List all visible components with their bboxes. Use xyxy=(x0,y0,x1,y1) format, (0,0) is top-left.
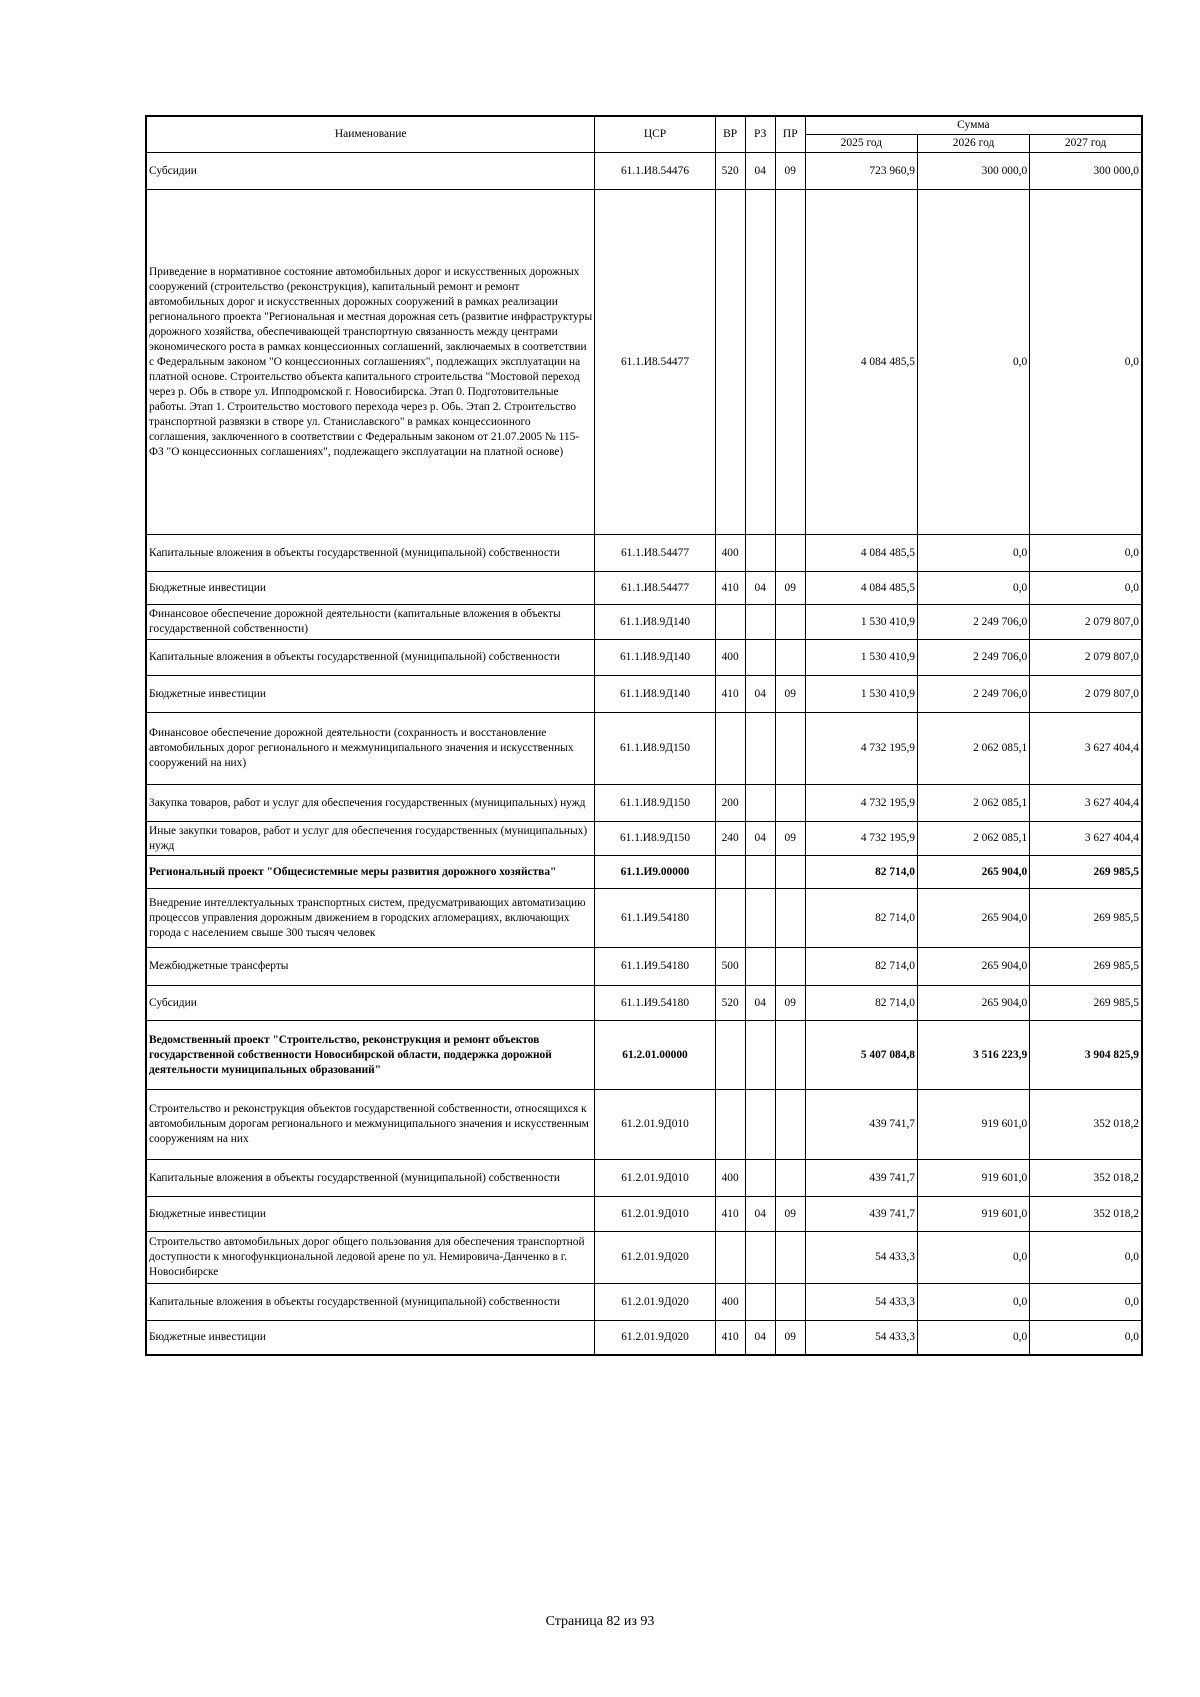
row-pr: 09 xyxy=(775,986,805,1021)
row-vr: 410 xyxy=(715,572,745,605)
table-row xyxy=(146,572,1142,605)
row-vr: 400 xyxy=(715,535,745,572)
table-row xyxy=(146,605,1142,640)
table-row xyxy=(146,713,1142,785)
row-vr xyxy=(715,190,745,535)
table-row xyxy=(146,535,1142,572)
row-pr xyxy=(775,605,805,640)
row-value-2026: 2 062 085,1 xyxy=(917,713,1029,785)
row-vr: 400 xyxy=(715,640,745,676)
row-csr: 61.2.01.9Д020 xyxy=(595,1232,715,1284)
row-rz xyxy=(745,713,775,785)
row-value-2025: 82 714,0 xyxy=(805,948,917,986)
row-value-2025: 1 530 410,9 xyxy=(805,605,917,640)
row-rz xyxy=(745,535,775,572)
row-vr: 200 xyxy=(715,785,745,822)
budget-table xyxy=(145,115,1143,1356)
row-rz xyxy=(745,1021,775,1090)
row-pr xyxy=(775,785,805,822)
row-pr xyxy=(775,948,805,986)
row-value-2026: 0,0 xyxy=(917,1284,1029,1321)
row-rz xyxy=(745,785,775,822)
row-vr xyxy=(715,856,745,889)
header-year-2027: 2027 год xyxy=(1030,135,1142,153)
table-row xyxy=(146,822,1142,856)
header-year-2025: 2025 год xyxy=(805,135,917,153)
row-value-2027: 0,0 xyxy=(1030,572,1142,605)
row-name: Капитальные вложения в объекты государственной (муниципальной) собственности xyxy=(146,640,595,676)
row-rz xyxy=(745,1284,775,1321)
row-rz xyxy=(745,1090,775,1160)
row-rz xyxy=(745,1160,775,1197)
row-value-2026: 2 249 706,0 xyxy=(917,605,1029,640)
row-value-2026: 919 601,0 xyxy=(917,1090,1029,1160)
row-csr: 61.1.И8.9Д150 xyxy=(595,785,715,822)
table-row xyxy=(146,1284,1142,1321)
row-csr: 61.1.И8.54477 xyxy=(595,535,715,572)
row-value-2026: 300 000,0 xyxy=(917,153,1029,190)
row-value-2025: 54 433,3 xyxy=(805,1232,917,1284)
row-pr: 09 xyxy=(775,1197,805,1232)
row-rz: 04 xyxy=(745,986,775,1021)
row-csr: 61.1.И9.54180 xyxy=(595,986,715,1021)
row-csr: 61.2.01.9Д010 xyxy=(595,1197,715,1232)
header-name: Наименование xyxy=(146,116,595,153)
page-number: Страница 82 из 93 xyxy=(545,1614,655,1629)
row-value-2027: 3 627 404,4 xyxy=(1030,785,1142,822)
row-value-2025: 54 433,3 xyxy=(805,1284,917,1321)
row-csr: 61.1.И8.9Д140 xyxy=(595,640,715,676)
row-value-2027: 3 904 825,9 xyxy=(1030,1021,1142,1090)
row-name: Бюджетные инвестиции xyxy=(146,1197,595,1232)
row-pr xyxy=(775,1284,805,1321)
row-name: Внедрение интеллектуальных транспортных систем, предусматривающих автоматизацию процессов управления дорожным движением в городских агломерациях, включающих города с населением свыше 300 тысяч человек xyxy=(146,889,595,948)
row-csr: 61.2.01.9Д020 xyxy=(595,1284,715,1321)
table-row xyxy=(146,856,1142,889)
row-name: Иные закупки товаров, работ и услуг для обеспечения государственных (муниципальных) нужд xyxy=(146,822,595,856)
row-value-2026: 0,0 xyxy=(917,572,1029,605)
row-csr: 61.1.И9.54180 xyxy=(595,948,715,986)
row-rz xyxy=(745,1232,775,1284)
row-value-2027: 0,0 xyxy=(1030,1232,1142,1284)
row-value-2026: 2 062 085,1 xyxy=(917,822,1029,856)
row-rz xyxy=(745,190,775,535)
row-vr xyxy=(715,1021,745,1090)
row-value-2027: 2 079 807,0 xyxy=(1030,676,1142,713)
row-pr xyxy=(775,535,805,572)
row-value-2025: 4 084 485,5 xyxy=(805,190,917,535)
row-value-2027: 0,0 xyxy=(1030,535,1142,572)
row-vr xyxy=(715,605,745,640)
row-name: Закупка товаров, работ и услуг для обеспечения государственных (муниципальных) нужд xyxy=(146,785,595,822)
row-csr: 61.1.И8.9Д150 xyxy=(595,713,715,785)
row-value-2027: 2 079 807,0 xyxy=(1030,640,1142,676)
row-rz xyxy=(745,948,775,986)
row-name: Ведомственный проект "Строительство, реконструкция и ремонт объектов государственной собственности Новосибирской области, поддержка дорожной деятельности муниципальных образований" xyxy=(146,1021,595,1090)
row-name: Субсидии xyxy=(146,153,595,190)
row-name: Строительство и реконструкция объектов государственной собственности, относящихся к автомобильным дорогам регионального и межмуниципального значения и искусственным сооружениям на них xyxy=(146,1090,595,1160)
row-value-2026: 3 516 223,9 xyxy=(917,1021,1029,1090)
row-pr xyxy=(775,1232,805,1284)
table-row xyxy=(146,1021,1142,1090)
row-name: Межбюджетные трансферты xyxy=(146,948,595,986)
row-rz xyxy=(745,889,775,948)
row-csr: 61.1.И8.9Д140 xyxy=(595,676,715,713)
row-value-2025: 439 741,7 xyxy=(805,1197,917,1232)
row-pr xyxy=(775,1090,805,1160)
table-row xyxy=(146,889,1142,948)
row-name: Приведение в нормативное состояние автомобильных дорог и искусственных дорожных сооружений (строительство (реконструкция), капитальный ремонт и ремонт автомобильных дорог и искусственных дорожных сооружений в рамках реализации регионального проекта "Региональная и местная дорожная сеть (развитие инфраструктуры дорожного хозяйства, обеспечивающей транспортную связанность между центрами экономического роста в рамках концессионных соглашений, заключаемых в соответствии с Федеральным законом "О концессионных соглашениях", подлежащих эксплуатации на платной основе. Строительство объекта капитального строительства "Мостовой переход через р. Обь в створе ул. Ипподромской г. Новосибирска. Этап 0. Подготовительные работы. Этап 1. Строительство мостового перехода через р. Обь. Этап 2. Строительство транспортной развязки в створе ул. Станиславского" в рамках концессионного соглашения, заключенного в соответствии с Федеральным законом от 21.07.2005 № 115-ФЗ "О концессионных соглашениях", подлежащего эксплуатации на платной основе) xyxy=(146,190,595,535)
header-csr: ЦСР xyxy=(595,116,715,153)
row-csr: 61.1.И8.9Д150 xyxy=(595,822,715,856)
row-name: Капитальные вложения в объекты государственной (муниципальной) собственности xyxy=(146,1160,595,1197)
row-value-2025: 439 741,7 xyxy=(805,1090,917,1160)
row-value-2027: 269 985,5 xyxy=(1030,856,1142,889)
row-csr: 61.1.И8.54477 xyxy=(595,190,715,535)
row-vr: 400 xyxy=(715,1160,745,1197)
row-pr xyxy=(775,856,805,889)
row-value-2025: 1 530 410,9 xyxy=(805,640,917,676)
table-body xyxy=(146,153,1142,1355)
row-csr: 61.1.И8.54476 xyxy=(595,153,715,190)
row-rz xyxy=(745,605,775,640)
header-pr: ПР xyxy=(775,116,805,153)
row-value-2027: 269 985,5 xyxy=(1030,889,1142,948)
row-value-2026: 0,0 xyxy=(917,535,1029,572)
row-value-2026: 2 249 706,0 xyxy=(917,640,1029,676)
row-csr: 61.2.01.9Д020 xyxy=(595,1321,715,1355)
row-vr xyxy=(715,1232,745,1284)
row-name: Строительство автомобильных дорог общего пользования для обеспечения транспортной доступности к многофункциональной ледовой арене по ул. Немировича-Данченко в г. Новосибирске xyxy=(146,1232,595,1284)
row-pr xyxy=(775,713,805,785)
row-csr: 61.1.И8.54477 xyxy=(595,572,715,605)
table-row xyxy=(146,986,1142,1021)
row-value-2026: 265 904,0 xyxy=(917,948,1029,986)
row-value-2026: 2 249 706,0 xyxy=(917,676,1029,713)
row-csr: 61.1.И9.00000 xyxy=(595,856,715,889)
row-pr: 09 xyxy=(775,572,805,605)
table-row xyxy=(146,948,1142,986)
row-rz: 04 xyxy=(745,1321,775,1355)
row-csr: 61.1.И9.54180 xyxy=(595,889,715,948)
row-value-2026: 265 904,0 xyxy=(917,889,1029,948)
row-value-2027: 352 018,2 xyxy=(1030,1197,1142,1232)
row-vr xyxy=(715,889,745,948)
row-vr: 410 xyxy=(715,1321,745,1355)
header-year-2026: 2026 год xyxy=(917,135,1029,153)
row-csr: 61.1.И8.9Д140 xyxy=(595,605,715,640)
row-vr: 410 xyxy=(715,676,745,713)
row-pr: 09 xyxy=(775,676,805,713)
row-vr: 410 xyxy=(715,1197,745,1232)
row-value-2026: 919 601,0 xyxy=(917,1160,1029,1197)
row-pr xyxy=(775,1021,805,1090)
row-csr: 61.2.01.9Д010 xyxy=(595,1160,715,1197)
row-value-2027: 0,0 xyxy=(1030,190,1142,535)
row-name: Субсидии xyxy=(146,986,595,1021)
row-value-2027: 352 018,2 xyxy=(1030,1160,1142,1197)
row-vr xyxy=(715,713,745,785)
table-row xyxy=(146,1232,1142,1284)
row-value-2025: 54 433,3 xyxy=(805,1321,917,1355)
row-value-2025: 4 732 195,9 xyxy=(805,822,917,856)
row-value-2026: 919 601,0 xyxy=(917,1197,1029,1232)
row-rz: 04 xyxy=(745,822,775,856)
row-value-2025: 439 741,7 xyxy=(805,1160,917,1197)
row-vr: 500 xyxy=(715,948,745,986)
row-value-2026: 2 062 085,1 xyxy=(917,785,1029,822)
row-value-2026: 0,0 xyxy=(917,1321,1029,1355)
row-value-2027: 0,0 xyxy=(1030,1321,1142,1355)
row-value-2026: 0,0 xyxy=(917,190,1029,535)
row-pr xyxy=(775,1160,805,1197)
row-vr xyxy=(715,1090,745,1160)
row-vr: 520 xyxy=(715,153,745,190)
row-rz: 04 xyxy=(745,1197,775,1232)
header-sum: Сумма xyxy=(805,116,1142,135)
row-value-2026: 0,0 xyxy=(917,1232,1029,1284)
row-pr: 09 xyxy=(775,1321,805,1355)
row-value-2025: 4 732 195,9 xyxy=(805,713,917,785)
row-pr: 09 xyxy=(775,822,805,856)
row-rz: 04 xyxy=(745,153,775,190)
row-rz xyxy=(745,640,775,676)
row-csr: 61.2.01.9Д010 xyxy=(595,1090,715,1160)
row-value-2027: 269 985,5 xyxy=(1030,986,1142,1021)
row-value-2025: 723 960,9 xyxy=(805,153,917,190)
row-pr xyxy=(775,190,805,535)
row-value-2025: 82 714,0 xyxy=(805,856,917,889)
row-name: Бюджетные инвестиции xyxy=(146,1321,595,1355)
row-pr xyxy=(775,889,805,948)
row-rz: 04 xyxy=(745,572,775,605)
row-name: Капитальные вложения в объекты государственной (муниципальной) собственности xyxy=(146,1284,595,1321)
row-value-2025: 82 714,0 xyxy=(805,986,917,1021)
row-value-2027: 300 000,0 xyxy=(1030,153,1142,190)
row-name: Капитальные вложения в объекты государственной (муниципальной) собственности xyxy=(146,535,595,572)
row-vr: 520 xyxy=(715,986,745,1021)
row-csr: 61.2.01.00000 xyxy=(595,1021,715,1090)
table-row xyxy=(146,190,1142,535)
table-row xyxy=(146,1090,1142,1160)
row-name: Финансовое обеспечение дорожной деятельности (капитальные вложения в объекты государственной собственности) xyxy=(146,605,595,640)
row-rz: 04 xyxy=(745,676,775,713)
row-pr xyxy=(775,640,805,676)
row-pr: 09 xyxy=(775,153,805,190)
row-name: Финансовое обеспечение дорожной деятельности (сохранность и восстановление автомобильных дорог регионального и межмуниципального значения и искусственных сооружений на них) xyxy=(146,713,595,785)
row-value-2027: 0,0 xyxy=(1030,1284,1142,1321)
table-row xyxy=(146,1197,1142,1232)
row-value-2025: 1 530 410,9 xyxy=(805,676,917,713)
row-name: Бюджетные инвестиции xyxy=(146,572,595,605)
table-row xyxy=(146,1321,1142,1355)
row-value-2025: 5 407 084,8 xyxy=(805,1021,917,1090)
table-row xyxy=(146,1160,1142,1197)
row-value-2026: 265 904,0 xyxy=(917,856,1029,889)
row-vr: 240 xyxy=(715,822,745,856)
row-rz xyxy=(745,856,775,889)
row-value-2025: 4 084 485,5 xyxy=(805,572,917,605)
table-row xyxy=(146,785,1142,822)
row-vr: 400 xyxy=(715,1284,745,1321)
row-value-2027: 3 627 404,4 xyxy=(1030,713,1142,785)
row-value-2027: 2 079 807,0 xyxy=(1030,605,1142,640)
row-value-2025: 82 714,0 xyxy=(805,889,917,948)
table-row xyxy=(146,153,1142,190)
row-value-2025: 4 084 485,5 xyxy=(805,535,917,572)
row-value-2025: 4 732 195,9 xyxy=(805,785,917,822)
row-value-2027: 352 018,2 xyxy=(1030,1090,1142,1160)
header-rz: РЗ xyxy=(745,116,775,153)
table-row xyxy=(146,676,1142,713)
row-name: Региональный проект "Общесистемные меры развития дорожного хозяйства" xyxy=(146,856,595,889)
row-value-2027: 3 627 404,4 xyxy=(1030,822,1142,856)
row-value-2027: 269 985,5 xyxy=(1030,948,1142,986)
row-name: Бюджетные инвестиции xyxy=(146,676,595,713)
row-value-2026: 265 904,0 xyxy=(917,986,1029,1021)
header-vr: ВР xyxy=(715,116,745,153)
table-row xyxy=(146,640,1142,676)
